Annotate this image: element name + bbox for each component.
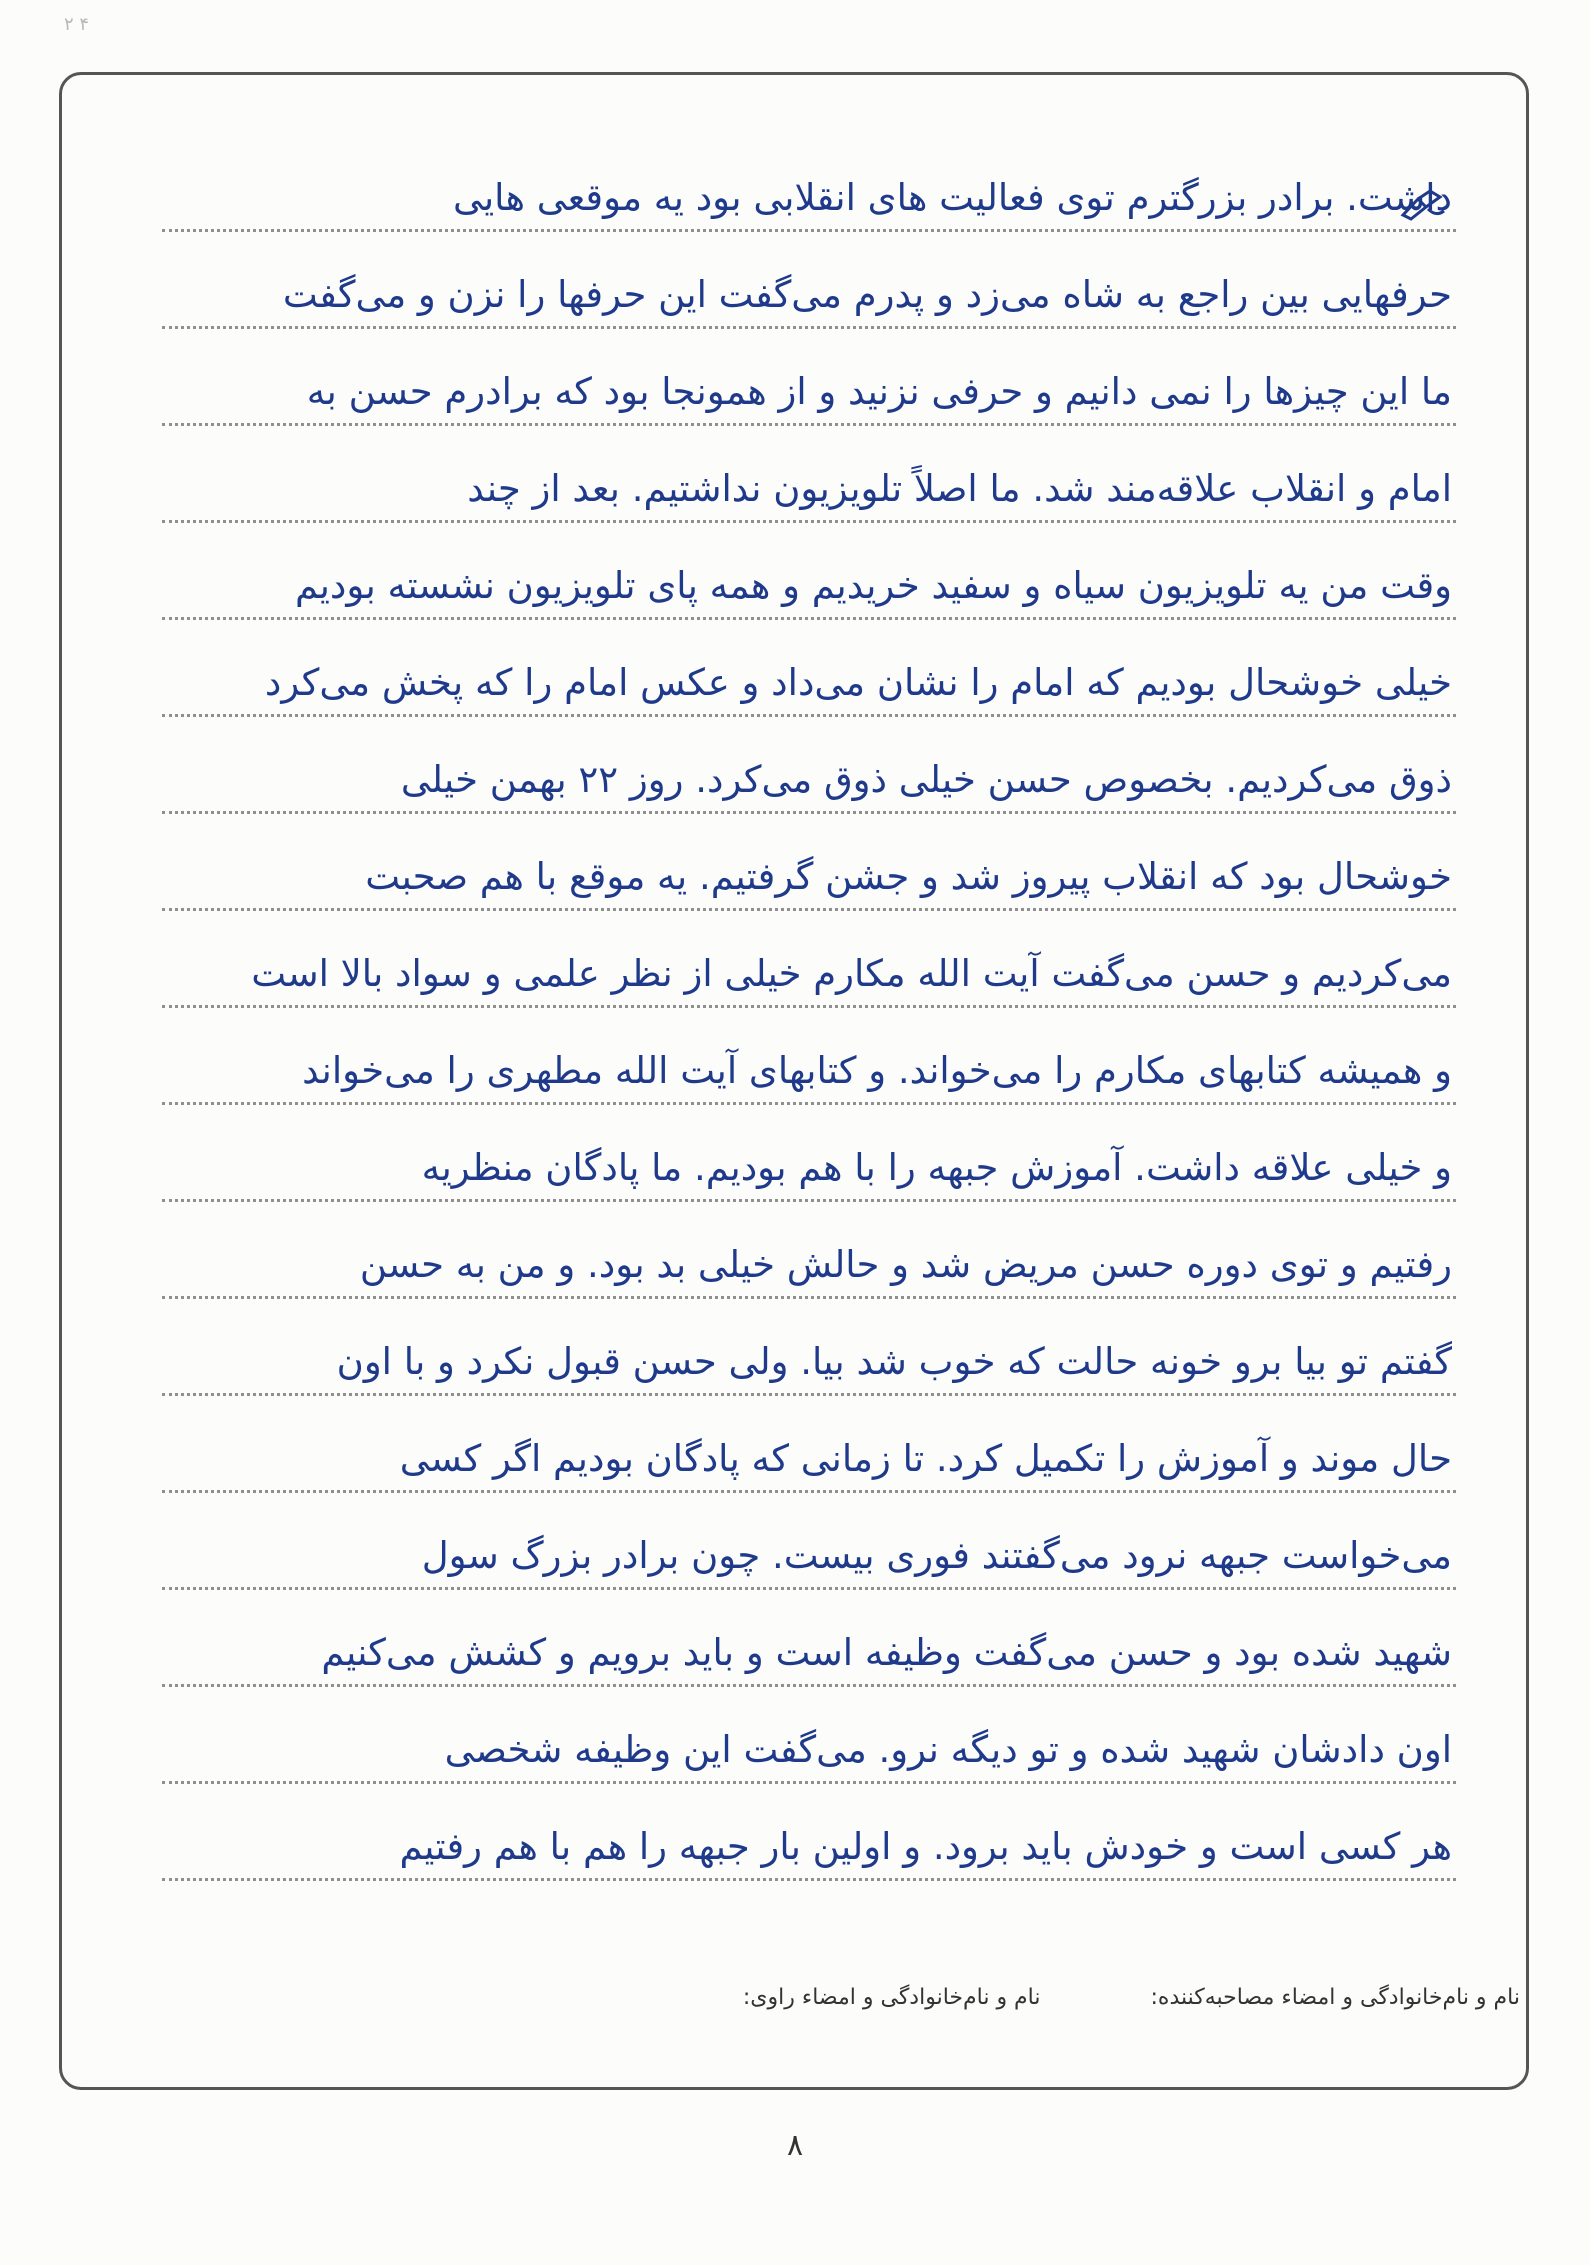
narrator-signature-label: نام و نام‌خانوادگی و امضاء راوی:: [742, 1985, 1041, 2010]
line-text: داشت. برادر بزرگترم توی فعالیت های انقلابی بود یه موقعی هایی: [453, 176, 1452, 219]
line-text: خوشحال بود که انقلاب پیروز شد و جشن گرفتیم. یه موقع با هم صحبت: [365, 855, 1452, 898]
line-text: هر کسی است و خودش باید برود. و اولین بار جبهه را هم با هم رفتیم: [399, 1825, 1452, 1868]
interviewer-signature-label: نام و نام‌خانوادگی و امضاء مصاحبه‌کننده:: [1150, 1985, 1520, 2010]
line-text: و خیلی علاقه داشت. آموزش جبهه را با هم بودیم. ما پادگان منظریه: [421, 1146, 1452, 1189]
line-text: وقت من یه تلویزیون سیاه و سفید خریدیم و همه پای تلویزیون نشسته بودیم: [294, 564, 1452, 607]
line-text: رفتیم و توی دوره حسن مریض شد و حالش خیلی بد بود. و من به حسن: [359, 1243, 1452, 1286]
line-text: و همیشه کتابهای مکارم را می‌خواند. و کتابهای آیت الله مطهری را می‌خواند: [302, 1049, 1452, 1092]
line-text: ما این چیزها را نمی دانیم و حرفی نزنید و از همونجا بود که برادرم حسن به: [306, 370, 1452, 413]
text-line: [162, 1590, 1456, 1687]
text-line: [162, 523, 1456, 620]
line-text: گفتم تو بیا برو خونه حالت که خوب شد بیا. ولی حسن قبول نکرد و با اون: [336, 1340, 1452, 1383]
text-line: [162, 1687, 1456, 1784]
line-text: حرفهایی بین راجع به شاه می‌زد و پدرم می‌گفت این حرفها را نزن و می‌گفت: [282, 273, 1452, 316]
line-text: خیلی خوشحال بودیم که امام را نشان می‌داد و عکس امام را که پخش می‌کرد: [264, 661, 1452, 704]
text-line: [162, 1784, 1456, 1881]
text-line: [162, 1105, 1456, 1202]
text-line: [162, 426, 1456, 523]
text-line: [162, 135, 1456, 232]
page-number: ۸: [786, 2128, 804, 2163]
page-frame: [59, 72, 1529, 2090]
text-line: [162, 1299, 1456, 1396]
line-text: می‌خواست جبهه نرود می‌گفتند فوری بیست. چون برادر بزرگ سول: [421, 1534, 1452, 1577]
signature-row: [150, 1985, 1520, 2010]
text-line: [162, 1008, 1456, 1105]
handwritten-lines: [162, 135, 1456, 1881]
line-text: شهید شده بود و حسن می‌گفت وظیفه است و باید برویم و کشش می‌کنیم: [321, 1631, 1452, 1674]
corner-mark: ۲ ۴: [64, 14, 90, 35]
line-text: حال موند و آموزش را تکمیل کرد. تا زمانی که پادگان بودیم اگر کسی: [399, 1437, 1452, 1480]
line-text: می‌کردیم و حسن می‌گفت آیت الله مکارم خیلی از نظر علمی و سواد بالا است: [251, 952, 1452, 995]
text-line: [162, 1396, 1456, 1493]
line-text: اون دادشان شهید شده و تو دیگه نرو. می‌گفت این وظیفه شخصی: [444, 1728, 1452, 1771]
text-line: [162, 620, 1456, 717]
text-line: [162, 1493, 1456, 1590]
line-text: ذوق می‌کردیم. بخصوص حسن خیلی ذوق می‌کرد. روز ۲۲ بهمن خیلی: [400, 758, 1452, 801]
text-line: [162, 814, 1456, 911]
line-text: امام و انقلاب علاقه‌مند شد. ما اصلاً تلویزیون نداشتیم. بعد از چند: [467, 467, 1452, 510]
text-line: [162, 717, 1456, 814]
text-line: [162, 911, 1456, 1008]
text-line: [162, 232, 1456, 329]
text-line: [162, 1202, 1456, 1299]
text-line: [162, 329, 1456, 426]
